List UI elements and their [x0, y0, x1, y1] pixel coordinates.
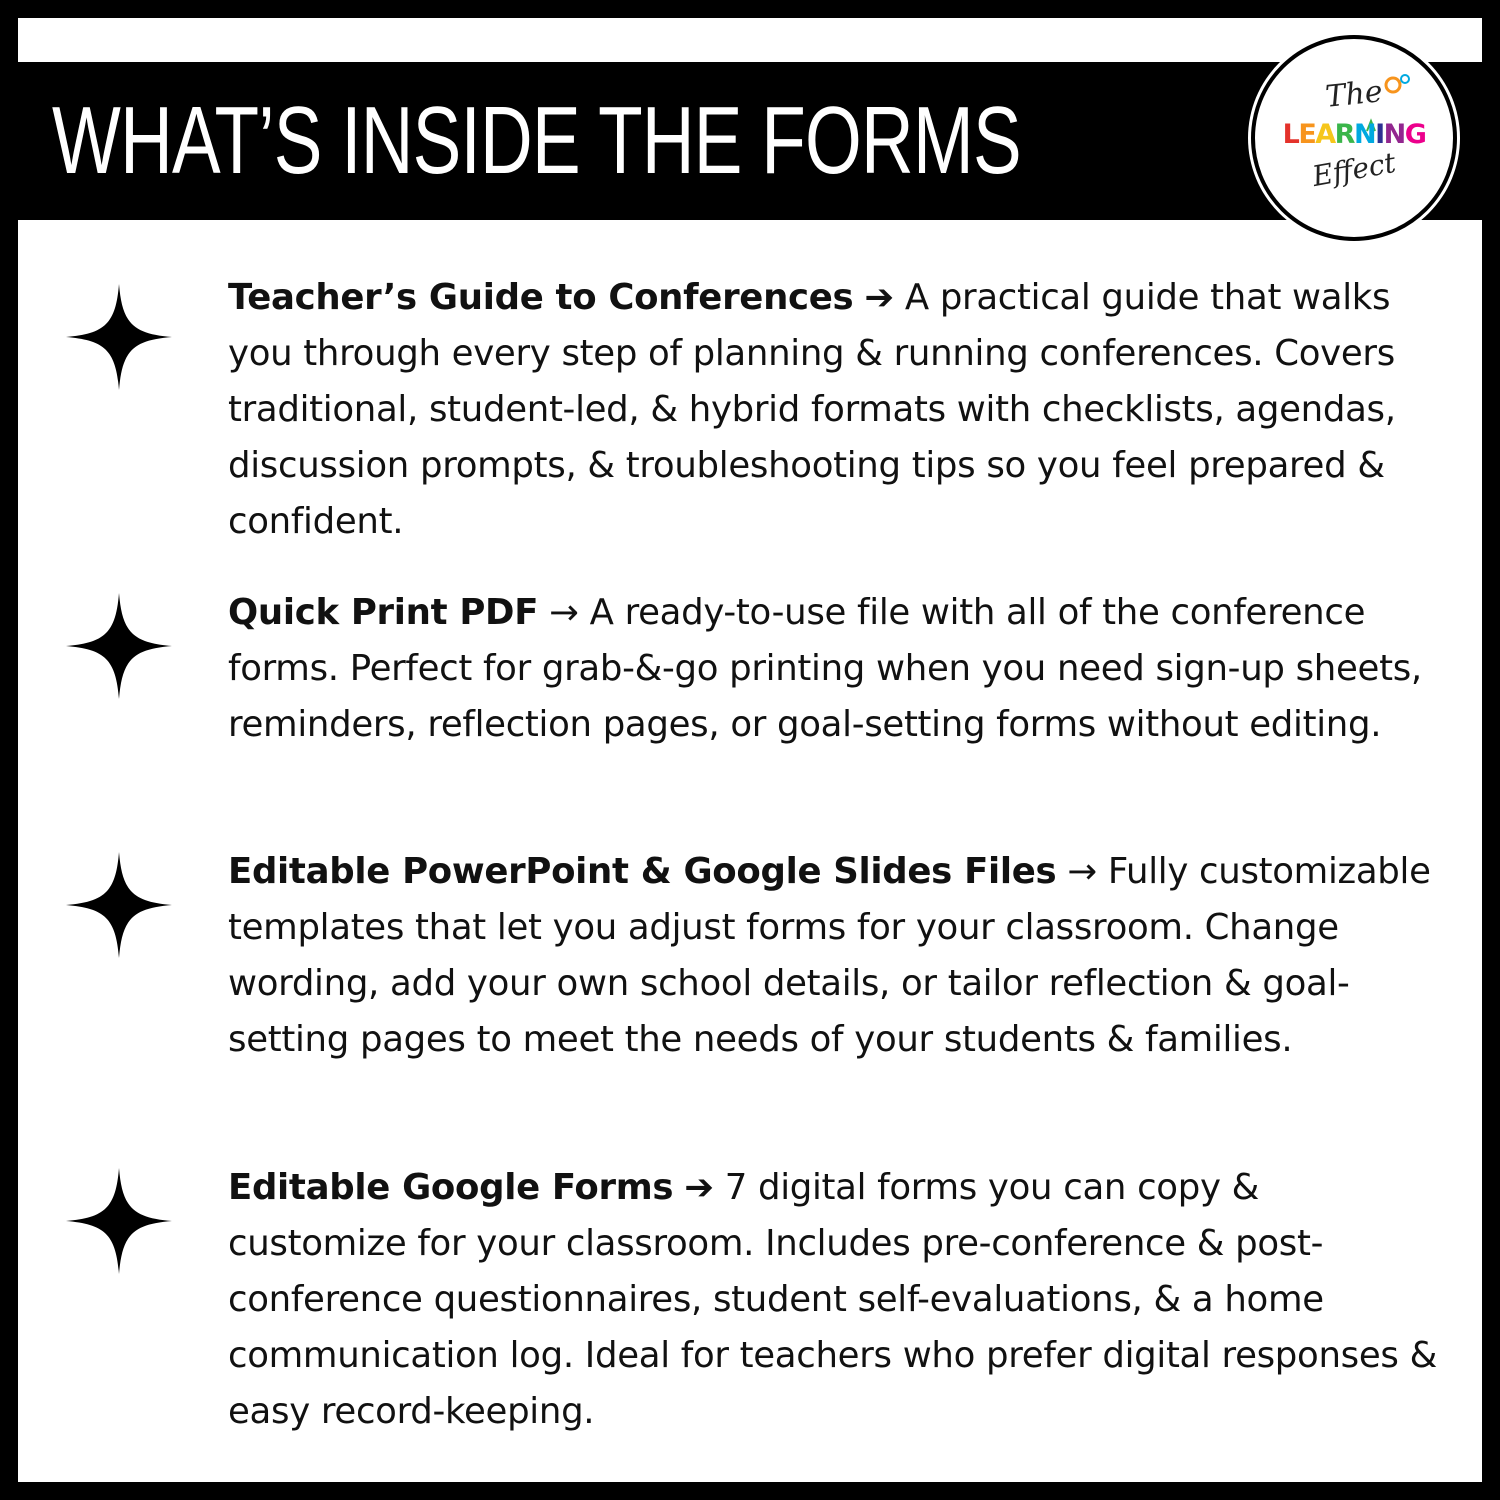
logo-letter: L [1282, 119, 1299, 150]
arrow-icon: ➔ [684, 1167, 714, 1208]
content-sheet [18, 18, 1482, 1482]
item-description [228, 585, 1440, 753]
logo-letter: R [1334, 119, 1354, 150]
item-body: A practical guide that walks you through every step of planning & running conferences. Covers traditional, student-led, & hybrid formats with checklists, agendas, discussion prompts, & troubleshooting tips so you feel prepared & confident. [228, 277, 1396, 542]
logo-letter: I [1375, 119, 1384, 150]
page-title: WHAT’S INSIDE THE FORMS [52, 87, 1021, 194]
item-description [228, 1160, 1440, 1440]
logo-the-text: The [1323, 74, 1385, 115]
arrow-icon: → [549, 592, 579, 633]
item-description [228, 270, 1440, 550]
item-body: Fully customizable templates that let you adjust forms for your classroom. Change wording, add your own school details, or tailor reflection & goal-setting pages to meet the needs of your students & families. [228, 851, 1431, 1060]
sparkle-star-icon [66, 284, 172, 390]
logo-letter: N [1383, 119, 1405, 150]
logo-effect-text: Effect [1309, 145, 1399, 194]
item-description [228, 844, 1440, 1068]
item-heading: Quick Print PDF [228, 592, 539, 633]
sparkle-star-icon [66, 593, 172, 699]
sparkle-star-icon [66, 1168, 172, 1274]
item-body: A ready-to-use file with all of the conference forms. Perfect for grab-&-go printing when you need sign-up sheets, reminders, reflection pages, or goal-setting forms without editing. [228, 592, 1422, 745]
logo-letter: G [1404, 119, 1426, 150]
item-heading: Editable PowerPoint & Google Slides Files [228, 851, 1057, 892]
arrow-icon: → [1067, 851, 1097, 892]
brand-logo [1251, 35, 1457, 241]
logo-letter: A [1315, 119, 1335, 150]
logo-letter: N [1353, 119, 1376, 150]
arrow-icon: ➔ [864, 277, 894, 318]
logo-letter: E [1298, 119, 1316, 150]
sparkle-star-icon [66, 852, 172, 958]
item-heading: Teacher’s Guide to Conferences [228, 277, 854, 318]
item-body: 7 digital forms you can copy & customize for your classroom. Includes pre-conference & post-conference questionnaires, student self-evaluations, & a home communication log. Ideal for teachers who prefer digital responses & easy record-keeping. [228, 1167, 1437, 1432]
item-heading: Editable Google Forms [228, 1167, 674, 1208]
